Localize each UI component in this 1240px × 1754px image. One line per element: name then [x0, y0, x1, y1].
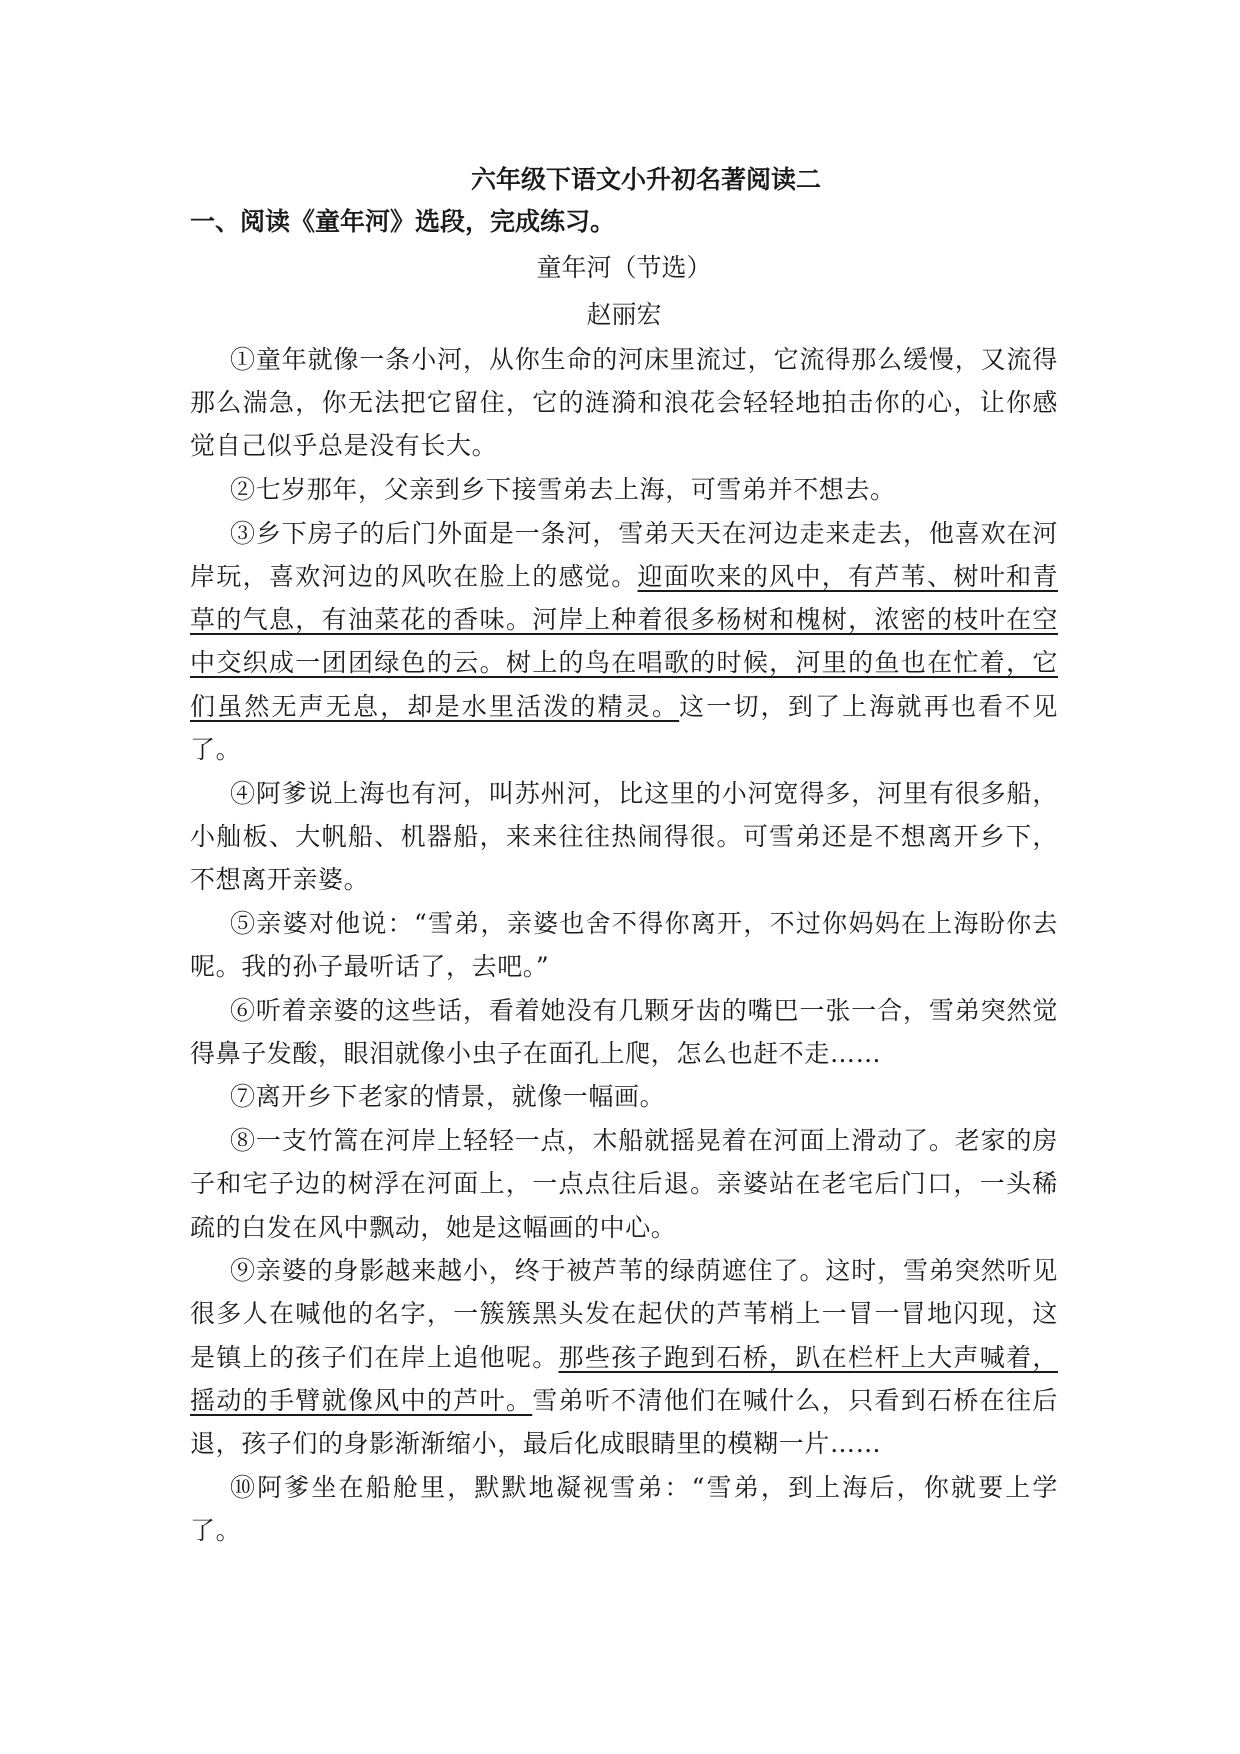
article-author: 赵丽宏: [586, 300, 662, 329]
document-title: 六年级下语文小升初名著阅读二: [470, 165, 821, 194]
paragraph-5: [190, 902, 1058, 988]
paragraph-7: [190, 1075, 1058, 1118]
paragraph-text: 乡下房子的后门外面是一条河，雪弟天天在河边走来走去，他喜欢在河岸玩，喜欢河边的风吹在脸上的感觉。: [190, 518, 1058, 592]
paragraph-text: 童年就像一条小河，从你生命的河床里流过，它流得那么缓慢，又流得那么湍急，你无法把它留住，它的涟漪和浪花会轻轻地拍击你的心，让你感觉自己似乎总是没有长大。: [190, 345, 1058, 461]
section-heading: 一、阅读《童年河》选段，完成练习。: [190, 207, 616, 236]
paragraph-1: [190, 338, 1058, 468]
paragraph-number: ⑨: [230, 1256, 256, 1286]
paragraph-text: 亲婆对他说：“雪弟，亲婆也舍不得你离开，不过你妈妈在上海盼你去呢。我的孙子最听话了，去吧。”: [190, 908, 1058, 981]
paragraph-text: 阿爹说上海也有河，叫苏州河，比这里的小河宽得多，河里有很多船，小舢板、大帆船、机器船，来来往往热闹得很。可雪弟还是不想离开乡下，不想离开亲婆。: [190, 778, 1058, 894]
paragraph-3: [190, 512, 1058, 771]
paragraph-number: ②: [230, 475, 256, 505]
paragraph-number: ④: [230, 778, 256, 808]
paragraph-text: 听着亲婆的这些话，看着她没有几颗牙齿的嘴巴一张一合，雪弟突然觉得鼻子发酸，眼泪就像小虫子在面孔上爬，怎么也赶不走……: [190, 995, 1058, 1068]
paragraph-text: 亲婆的身影越来越小，终于被芦苇的绿荫遮住了。这时，雪弟突然听见很多人在喊他的名字，一簇簇黑头发在起伏的芦苇梢上一冒一冒地闪现，这是镇上的孩子们在岸上追他呢。: [190, 1256, 1058, 1372]
paragraph-number: ③: [230, 518, 256, 548]
paragraph-text: 离开乡下老家的情景，就像一幅画。: [255, 1082, 666, 1112]
paragraph-number: ⑥: [230, 995, 256, 1025]
underlined-passage: 那些孩子跑到石桥，趴在栏杆上大声喊着，摇动的手臂就像风中的芦叶。: [190, 1342, 1058, 1415]
paragraph-text: 一支竹篙在河岸上轻轻一点，木船就摇晃着在河面上滑动了。老家的房子和宅子边的树浮在河面上，一点点往后退。亲婆站在老宅后门口，一头稀疏的白发在风中飘动，她是这幅画的中心。: [190, 1126, 1058, 1242]
paragraph-10: [190, 1466, 1058, 1552]
article-title: 童年河（节选）: [536, 253, 712, 282]
paragraph-8: [190, 1119, 1058, 1249]
paragraph-text: 七岁那年，父亲到乡下接雪弟去上海，可雪弟并不想去。: [255, 475, 896, 505]
paragraph-2: [190, 468, 1058, 511]
paragraph-number: ①: [230, 345, 256, 374]
paragraph-number: ⑩: [230, 1472, 258, 1502]
paragraph-text-after: 这一切，到了上海就再也看不见了。: [190, 691, 1058, 764]
paragraph-9: [190, 1249, 1058, 1465]
paragraph-6: [190, 989, 1058, 1075]
paragraph-text-after: 雪弟听不清他们在喊什么，只看到石桥在往后退，孩子们的身影渐渐缩小，最后化成眼睛里的模糊一片……: [190, 1385, 1058, 1459]
underlined-passage: 迎面吹来的风中，有芦苇、树叶和青草的气息，有油菜花的香味。河岸上种着很多杨树和槐树，浓密的枝叶在空中交织成一团团绿色的云。树上的鸟在唱歌的时候，河里的鱼也在忙着，它们虽然无声无息，却是水里活泼的精灵。: [190, 562, 1059, 721]
paragraph-number: ⑧: [230, 1126, 256, 1156]
document-page: [190, 160, 1058, 1553]
paragraph-number: ⑤: [230, 908, 257, 938]
paragraph-number: ⑦: [230, 1082, 256, 1112]
paragraph-4: [190, 772, 1058, 902]
paragraph-text: 阿爹坐在船舱里，默默地凝视雪弟：“雪弟，到上海后，你就要上学了。: [190, 1472, 1058, 1545]
